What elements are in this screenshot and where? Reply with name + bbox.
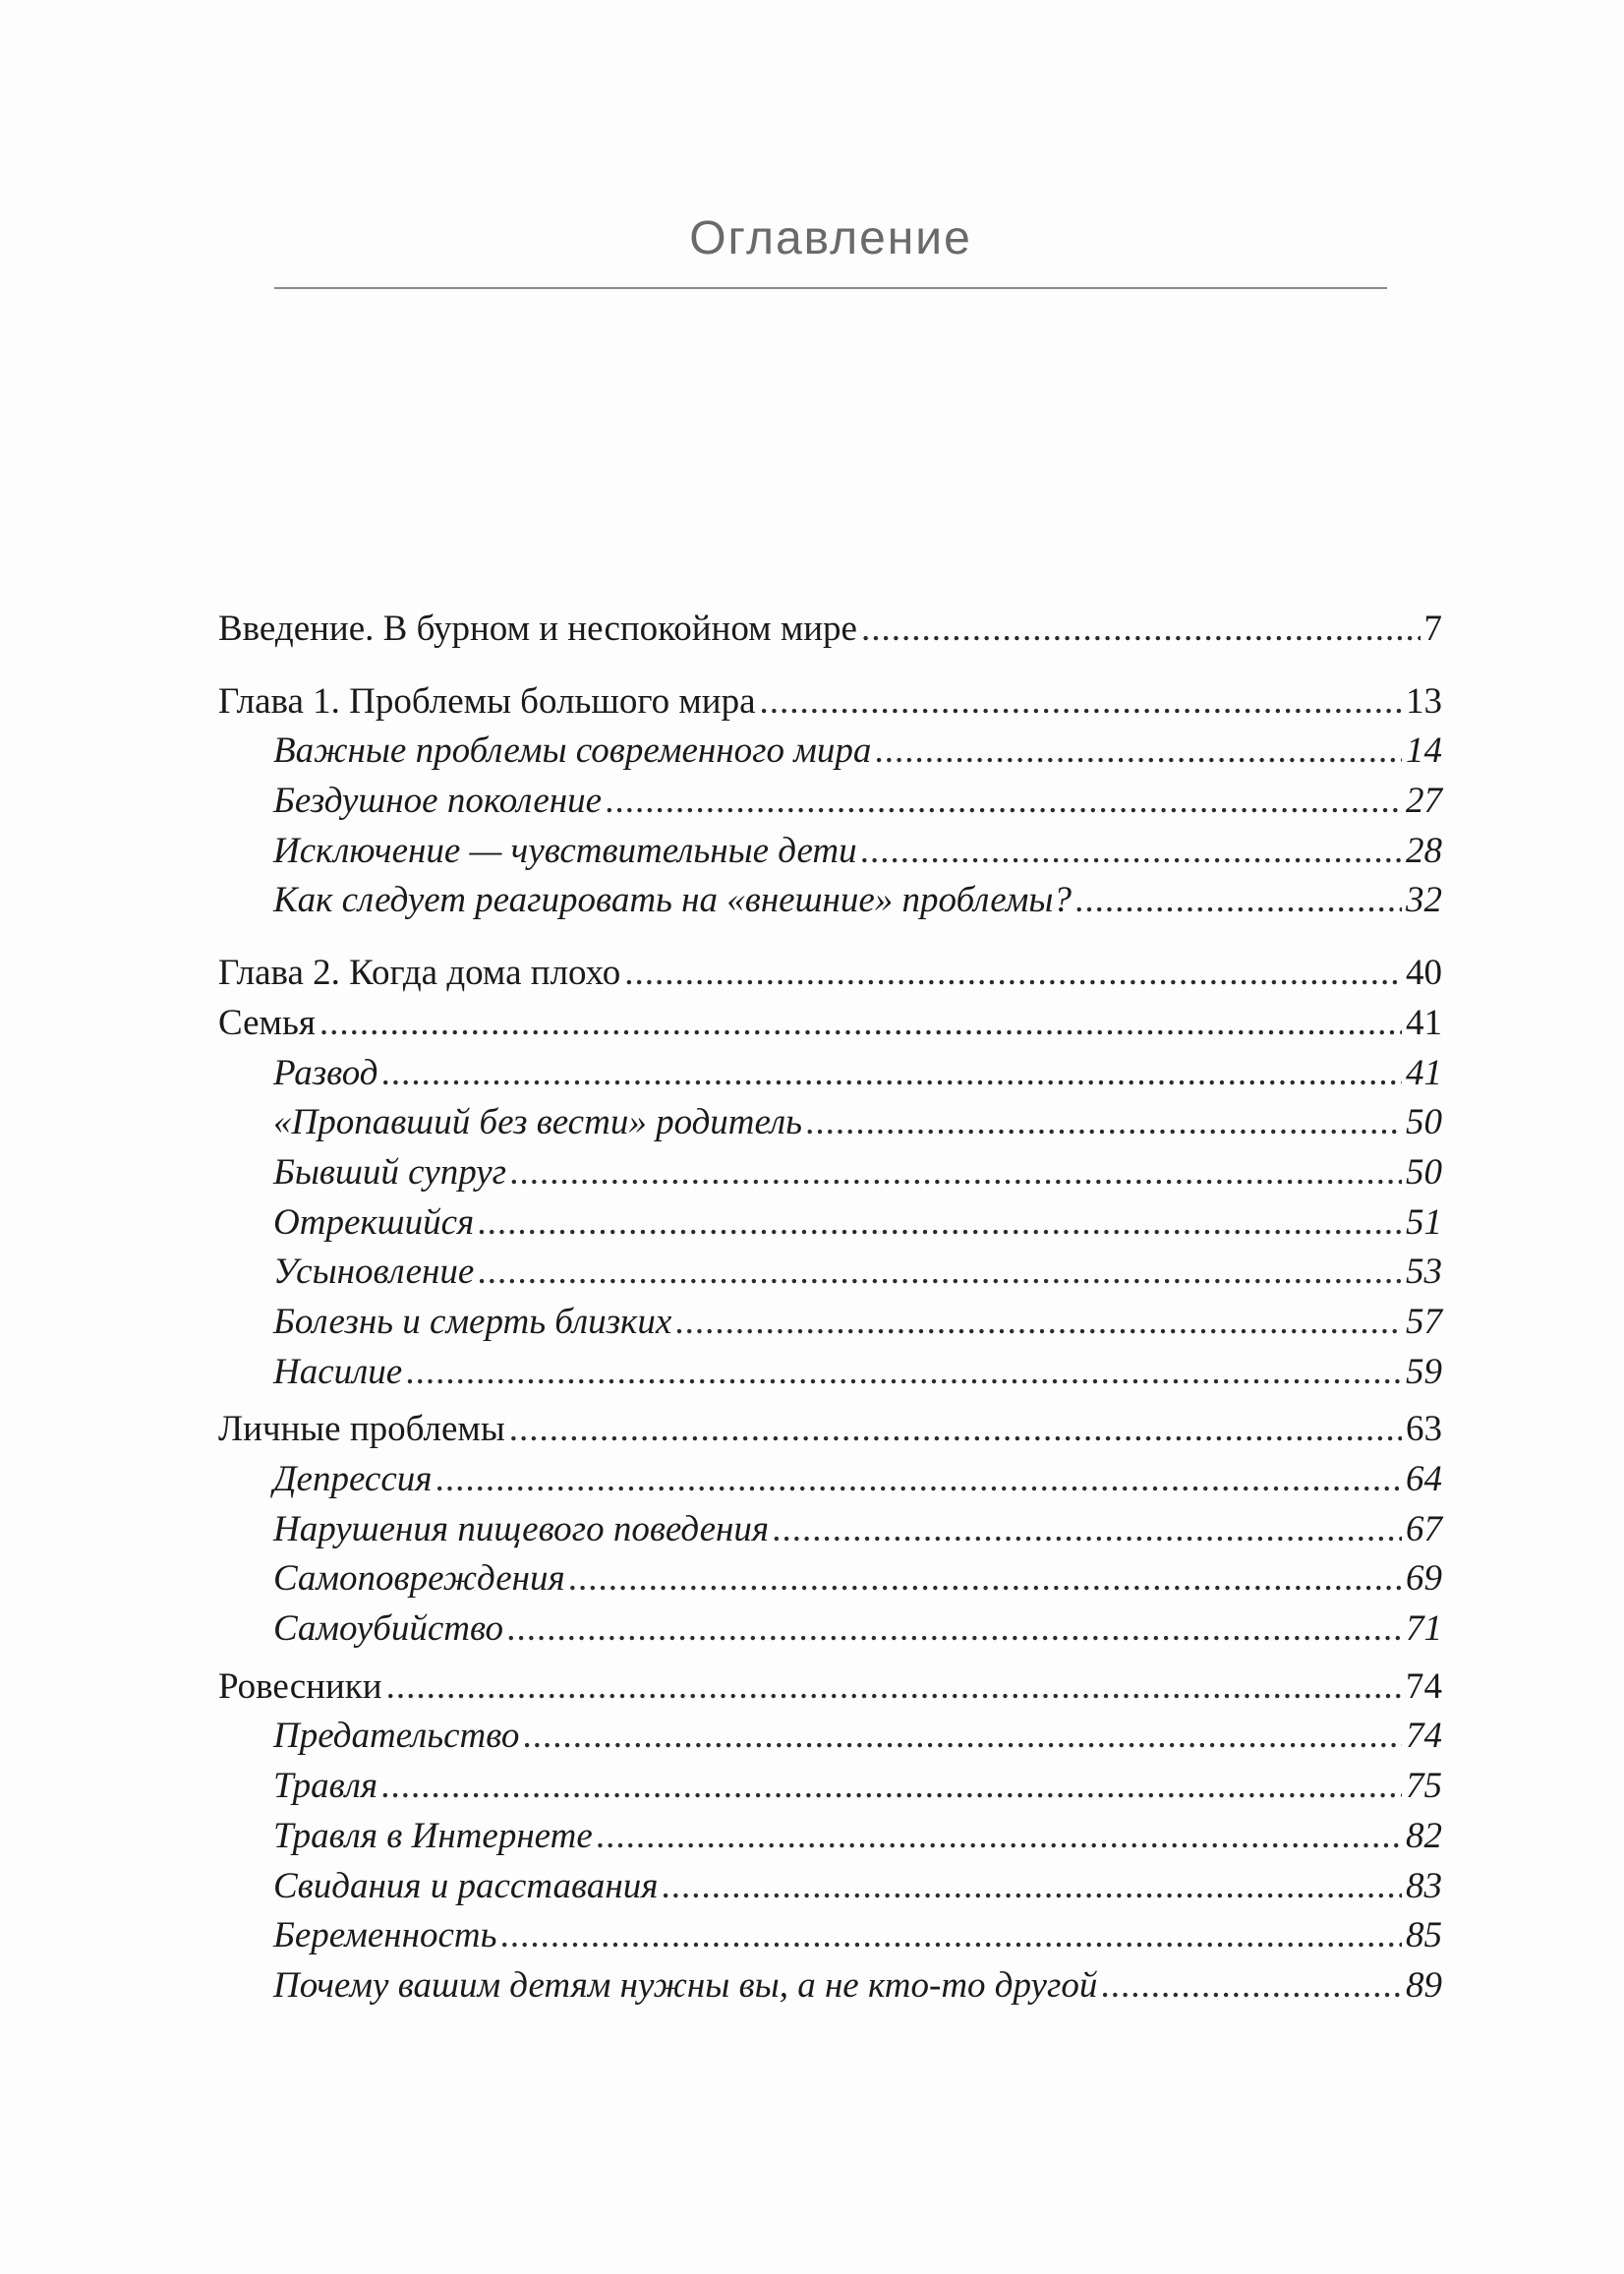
toc-entry-label: Усыновление <box>273 1252 475 1293</box>
toc-entry-label: Насилие <box>273 1351 403 1392</box>
toc-page-number: 32 <box>1406 880 1442 921</box>
toc-page-number: 75 <box>1406 1766 1442 1807</box>
dot-leader <box>662 1862 1402 1912</box>
dot-leader <box>861 605 1421 655</box>
dot-leader <box>406 1348 1402 1398</box>
toc-entry-label: Как следует реагировать на «внешние» проблемы? <box>273 880 1072 921</box>
toc-subentry[interactable] <box>218 1098 1442 1148</box>
dot-leader <box>523 1712 1402 1762</box>
toc-entry-label: Личные проблемы <box>218 1409 505 1450</box>
dot-leader <box>478 1198 1402 1249</box>
toc-subentry[interactable] <box>218 1554 1442 1604</box>
toc-subentry[interactable] <box>218 1148 1442 1198</box>
toc-page-number: 82 <box>1406 1815 1442 1856</box>
dot-leader <box>806 1098 1402 1148</box>
toc-entry-label: Нарушения пищевого поведения <box>273 1508 770 1549</box>
toc-page-number: 59 <box>1406 1351 1442 1392</box>
toc-page-number: 83 <box>1406 1865 1442 1906</box>
toc-page-number: 50 <box>1406 1102 1442 1143</box>
dot-leader <box>510 1148 1402 1198</box>
dot-leader <box>386 1662 1402 1713</box>
toc-subentry[interactable] <box>218 1455 1442 1505</box>
toc-page-number: 64 <box>1406 1459 1442 1499</box>
toc-entry-label: Депрессия <box>273 1459 433 1499</box>
toc-page-number: 63 <box>1406 1409 1442 1450</box>
dot-leader <box>773 1505 1402 1555</box>
toc-subentry[interactable] <box>218 1712 1442 1762</box>
toc-entry-label: Отрекшийся <box>273 1201 475 1243</box>
toc-subentry[interactable] <box>218 1911 1442 1961</box>
toc-subentry[interactable] <box>218 727 1442 777</box>
toc-page-number: 69 <box>1406 1558 1442 1600</box>
dot-leader <box>597 1812 1402 1862</box>
toc-entry-section[interactable] <box>218 1405 1442 1455</box>
toc-entry-label: Болезнь и смерть близких <box>273 1301 672 1342</box>
dot-leader <box>875 727 1402 777</box>
toc-subentry[interactable] <box>218 1248 1442 1298</box>
toc-entry-label: Развод <box>273 1052 378 1093</box>
dot-leader <box>381 1049 1402 1099</box>
toc-page-number: 71 <box>1406 1608 1442 1650</box>
dot-leader <box>861 827 1402 877</box>
toc-entry-label: Введение. В бурном и неспокойном мире <box>218 609 857 649</box>
toc-entry-section[interactable] <box>218 999 1442 1049</box>
dot-leader <box>478 1248 1402 1298</box>
toc-page-number: 27 <box>1406 781 1442 822</box>
toc-entry-label: Травля в Интернете <box>273 1815 593 1856</box>
toc-entry-label: Почему вашим детям нужны вы, а не кто-то другой <box>273 1964 1098 2006</box>
toc-entry-label: «Пропавший без вести» родитель <box>273 1102 802 1143</box>
toc-entry-label: Беременность <box>273 1915 497 1956</box>
toc-page-number: 51 <box>1406 1201 1442 1243</box>
dot-leader <box>435 1455 1402 1505</box>
toc-entry-introduction[interactable] <box>218 605 1442 655</box>
toc-entry-label: Семья <box>218 1002 316 1043</box>
toc-page-number: 74 <box>1406 1716 1442 1757</box>
dot-leader <box>500 1911 1402 1961</box>
table-of-contents <box>218 605 1442 2012</box>
toc-entry-label: Бездушное поколение <box>273 781 603 822</box>
toc-page-number: 13 <box>1406 680 1442 722</box>
toc-entry-label: Глава 1. Проблемы большого мира <box>218 680 756 722</box>
toc-subentry[interactable] <box>218 827 1442 877</box>
toc-entry-label: Травля <box>273 1766 378 1807</box>
toc-subentry[interactable] <box>218 876 1442 926</box>
toc-page-number: 74 <box>1406 1665 1442 1707</box>
toc-page-number: 41 <box>1406 1002 1442 1043</box>
toc-entry-label: Исключение — чувствительные дети <box>273 830 857 871</box>
toc-entry-label: Важные проблемы современного мира <box>273 730 872 772</box>
toc-subentry[interactable] <box>218 1505 1442 1555</box>
toc-entry-label: Глава 2. Когда дома плохо <box>218 953 621 994</box>
dot-leader <box>569 1554 1402 1604</box>
toc-page-number: 57 <box>1406 1301 1442 1342</box>
toc-subentry[interactable] <box>218 1812 1442 1862</box>
toc-page-number: 89 <box>1406 1964 1442 2006</box>
toc-subentry[interactable] <box>218 1604 1442 1655</box>
toc-subentry[interactable] <box>218 1348 1442 1398</box>
dot-leader <box>675 1298 1402 1348</box>
toc-entry-label: Самоубийство <box>273 1608 504 1650</box>
toc-page-number: 50 <box>1406 1151 1442 1193</box>
toc-entry-chapter-2[interactable] <box>218 949 1442 999</box>
toc-page-number: 85 <box>1406 1915 1442 1956</box>
toc-entry-chapter-1[interactable] <box>218 677 1442 728</box>
toc-entry-label: Ровесники <box>218 1665 382 1707</box>
toc-subentry[interactable] <box>218 1198 1442 1249</box>
toc-page-number: 53 <box>1406 1252 1442 1293</box>
toc-subentry[interactable] <box>218 1298 1442 1348</box>
page-title: Оглавление <box>689 212 972 264</box>
toc-subentry[interactable] <box>218 1862 1442 1912</box>
toc-entry-section[interactable] <box>218 1662 1442 1713</box>
toc-page-number: 41 <box>1406 1052 1442 1093</box>
toc-entry-label: Свидания и расставания <box>273 1865 659 1906</box>
toc-page-number: 28 <box>1406 830 1442 871</box>
dot-leader <box>509 1405 1402 1455</box>
toc-page-number: 14 <box>1406 730 1442 772</box>
dot-leader <box>624 949 1402 999</box>
dot-leader <box>507 1604 1402 1655</box>
toc-page-number: 40 <box>1406 953 1442 994</box>
title-underline <box>274 287 1387 289</box>
toc-entry-label: Самоповреждения <box>273 1558 565 1600</box>
toc-page-number: 7 <box>1423 609 1442 649</box>
dot-leader <box>381 1762 1402 1812</box>
toc-entry-label: Предательство <box>273 1716 520 1757</box>
toc-subentry[interactable] <box>218 777 1442 827</box>
toc-subentry[interactable] <box>218 1049 1442 1099</box>
dot-leader <box>1101 1961 1402 2012</box>
toc-subentry[interactable] <box>218 1961 1442 2012</box>
dot-leader <box>606 777 1402 827</box>
toc-page-number: 67 <box>1406 1508 1442 1549</box>
dot-leader <box>1075 876 1402 926</box>
dot-leader <box>760 677 1403 728</box>
toc-entry-label: Бывший супруг <box>273 1151 507 1193</box>
dot-leader <box>319 999 1402 1049</box>
toc-subentry[interactable] <box>218 1762 1442 1812</box>
